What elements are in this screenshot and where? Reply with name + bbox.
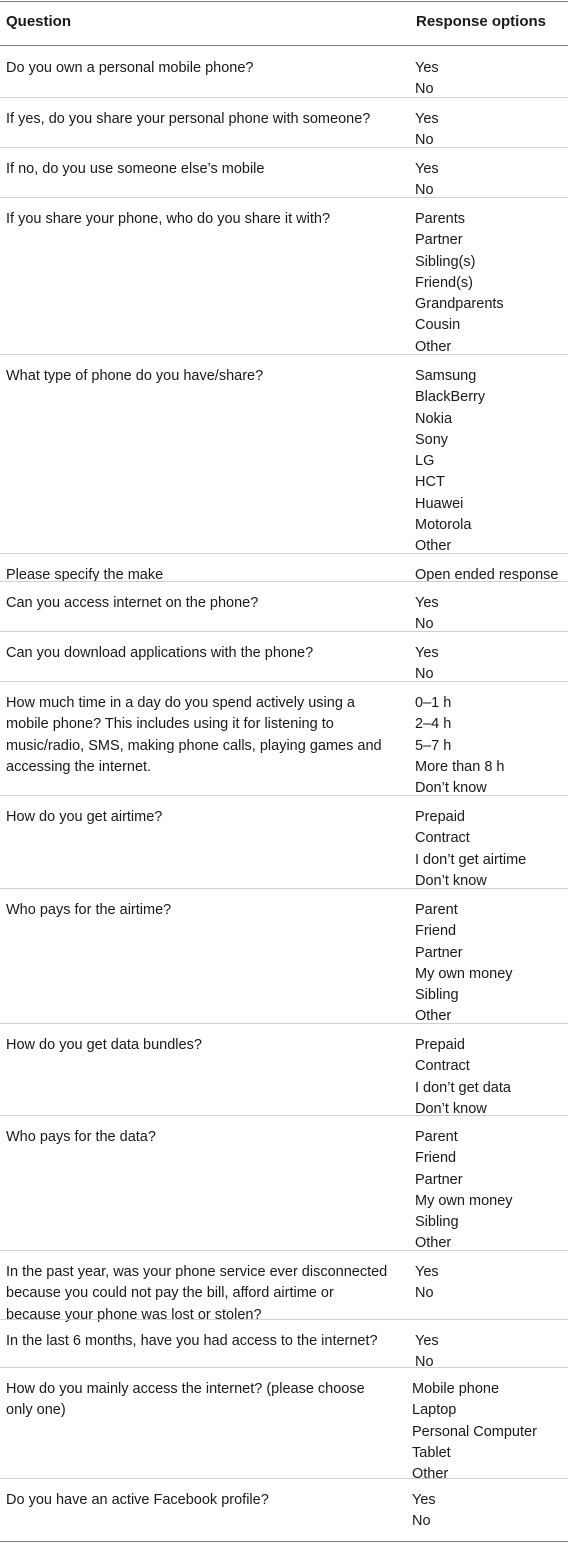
response-option: Friend (415, 1150, 457, 1167)
response-option: Prepaid (415, 1037, 465, 1053)
response-option: Yes (415, 645, 439, 661)
table-row (0, 888, 568, 1025)
response-options-list (412, 1490, 436, 1533)
response-option: 5–7 h (415, 737, 452, 754)
response-option: Partner (415, 232, 463, 249)
response-option: Yes (415, 1264, 439, 1280)
response-options-list (415, 807, 526, 892)
response-option: No (415, 81, 434, 98)
response-option: Parent (415, 1129, 458, 1145)
table-row (0, 581, 568, 633)
response-option: BlackBerry (415, 389, 486, 406)
response-option: Motorola (415, 517, 472, 534)
response-option: Sony (415, 431, 449, 448)
response-option: HCT (415, 474, 445, 491)
question-text: Can you download applications with the phone? (6, 645, 314, 661)
response-option: Yes (415, 595, 439, 611)
response-option: Contract (415, 830, 470, 847)
question-text: What type of phone do you have/share? (6, 368, 264, 384)
question-text: Who pays for the data? (6, 1129, 156, 1145)
table-row (0, 1478, 568, 1530)
table-row (0, 553, 568, 583)
response-options-list (415, 593, 439, 636)
table-row (0, 97, 568, 149)
table-bottom-rule (0, 1541, 568, 1542)
response-option: Cousin (415, 317, 461, 334)
response-option: Sibling (415, 987, 459, 1004)
response-option: Friend (415, 923, 457, 940)
response-option: Parent (415, 902, 458, 918)
response-option: My own money (415, 965, 513, 982)
question-text: How much time in a day do you spend actively using a mobile phone? This includes using it for listening to music/radio, SMS, making phone calls, playing games and accessing the internet. (6, 695, 382, 775)
question-text: Can you access internet on the phone? (6, 595, 259, 611)
header-response-options: Response options (416, 13, 547, 30)
response-option: Partner (415, 944, 463, 961)
response-options-list (415, 693, 504, 799)
response-option: Yes (415, 161, 439, 177)
response-option: Yes (415, 111, 439, 127)
response-option: Nokia (415, 410, 453, 427)
response-option: No (415, 616, 434, 633)
response-option: Tablet (412, 1444, 451, 1461)
response-option: Yes (415, 1333, 439, 1349)
response-option: Yes (415, 60, 439, 76)
table-row (0, 681, 568, 797)
response-option: 2–4 h (415, 716, 452, 733)
response-option: Other (415, 538, 452, 555)
response-option: No (412, 1513, 431, 1530)
question-text: If no, do you use someone else’s mobile (6, 161, 265, 177)
response-options-list (415, 565, 559, 586)
response-option: Personal Computer (412, 1423, 537, 1440)
response-option: Other (415, 1235, 452, 1252)
response-options-list (415, 1262, 439, 1305)
response-option: Samsung (415, 368, 477, 384)
response-option: LG (415, 453, 435, 470)
response-option: Sibling (415, 1214, 459, 1231)
response-option: Don’t know (415, 872, 487, 889)
table-row (0, 1250, 568, 1323)
table-row (0, 354, 568, 555)
response-option: Other (415, 338, 452, 355)
question-text: How do you mainly access the internet? (please choose only one) (6, 1381, 365, 1419)
response-options-list (415, 1035, 511, 1120)
table-row (0, 795, 568, 889)
response-option: Sibling(s) (415, 253, 476, 270)
response-option: Yes (412, 1492, 436, 1508)
table-header-rule (0, 45, 568, 46)
question-text: Do you have an active Facebook profile? (6, 1492, 269, 1508)
response-option: I don’t get airtime (415, 851, 527, 868)
response-option: No (415, 132, 434, 149)
response-options-list (415, 643, 439, 686)
question-text: In the past year, was your phone service ever disconnected because you could not pay the bill, afford airtime or because your phone was lost or stolen? (6, 1264, 388, 1323)
response-options-list (412, 1379, 537, 1485)
table-row (0, 1367, 568, 1483)
question-text: Please specify the make (6, 567, 164, 583)
response-option: Parents (415, 211, 465, 227)
response-option: More than 8 h (415, 758, 505, 775)
question-text: If you share your phone, who do you share it with? (6, 211, 331, 227)
response-options-list (415, 900, 513, 1028)
response-options-list (415, 209, 504, 358)
question-text: If yes, do you share your personal phone with someone? (6, 111, 371, 127)
table-row (0, 1023, 568, 1117)
response-option: Huawei (415, 495, 464, 512)
question-text: How do you get airtime? (6, 809, 163, 825)
response-option: Laptop (412, 1402, 457, 1419)
response-option: No (415, 1354, 434, 1371)
question-text: Do you own a personal mobile phone? (6, 60, 254, 76)
table-row (0, 197, 568, 355)
response-option: No (415, 182, 434, 199)
response-option: No (415, 666, 434, 683)
table-row (0, 631, 568, 683)
question-text: In the last 6 months, have you had access to the internet? (6, 1333, 378, 1349)
response-option: I don’t get data (415, 1079, 511, 1096)
response-option: My own money (415, 1192, 513, 1209)
response-option: Prepaid (415, 809, 465, 825)
response-options-list (415, 366, 485, 558)
response-option: Other (415, 1008, 452, 1025)
question-text: Who pays for the airtime? (6, 902, 172, 918)
table-row (0, 1319, 568, 1371)
response-option: No (415, 1285, 434, 1302)
response-option: 0–1 h (415, 695, 452, 711)
question-text: How do you get data bundles? (6, 1037, 202, 1053)
response-option: Contract (415, 1058, 470, 1075)
response-options-list (415, 1127, 513, 1255)
table-header (0, 0, 568, 45)
response-options-list (415, 58, 439, 101)
response-options-list (415, 109, 439, 152)
response-option: Grandparents (415, 296, 504, 313)
response-option: Friend(s) (415, 274, 474, 291)
table-row (0, 1115, 568, 1252)
response-option: Mobile phone (412, 1381, 500, 1397)
response-options-list (415, 159, 439, 202)
response-option: Open ended response (415, 567, 559, 583)
response-option: Partner (415, 1171, 463, 1188)
response-option: Don’t know (415, 1100, 487, 1117)
response-option: Other (412, 1466, 449, 1483)
header-question: Question (6, 13, 72, 30)
table-row (0, 147, 568, 199)
response-option: Don’t know (415, 780, 487, 797)
